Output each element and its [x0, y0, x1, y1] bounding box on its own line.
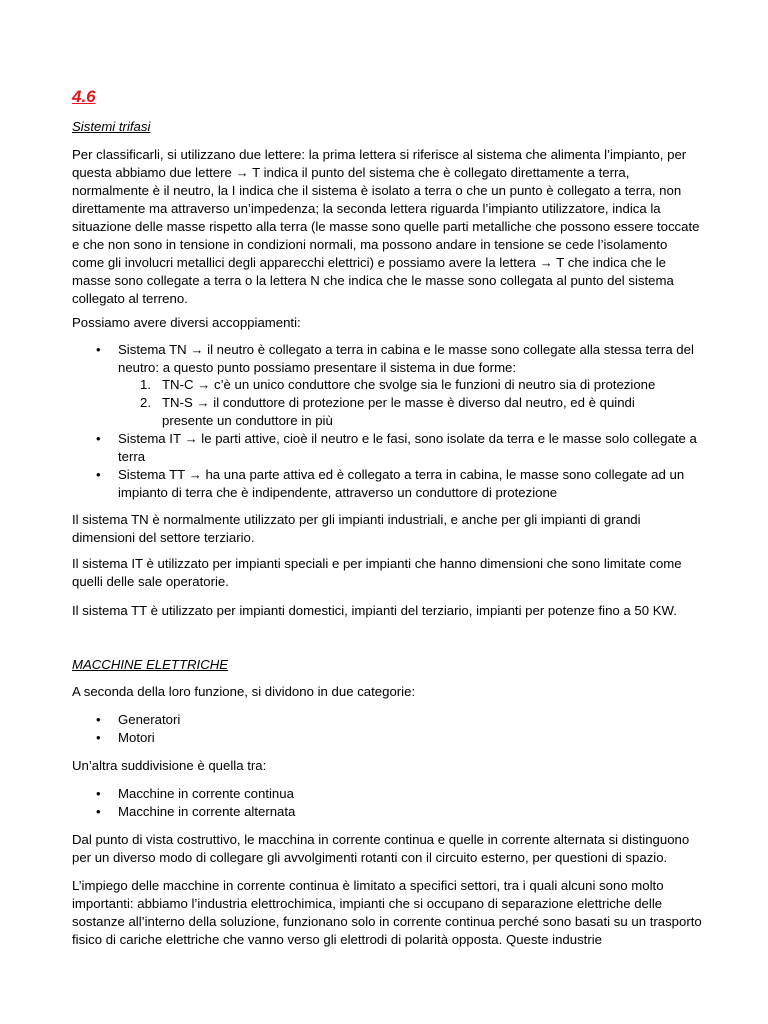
bullet-text: Generatori: [118, 712, 181, 727]
section-subtitle: MACCHINE ELETTRICHE: [72, 657, 229, 672]
section-subtitle: Sistemi trifasi: [72, 119, 151, 134]
bullet-icon: •: [96, 786, 101, 801]
paragraph: A seconda della loro funzione, si dividono in due categorie:: [72, 684, 416, 699]
bullet-text: Macchine in corrente alternata: [118, 804, 296, 819]
list-number: 2.: [140, 395, 151, 410]
paragraph: Il sistema IT è utilizzato per impianti speciali e per impianti che hanno dimensioni che sono limitate come quelli delle sale operatorie.: [72, 556, 682, 589]
bullet-icon: •: [96, 804, 101, 819]
couplings-intro: Possiamo avere diversi accoppiamenti:: [72, 315, 301, 330]
bullet-icon: •: [96, 712, 101, 727]
paragraph: Il sistema TN è normalmente utilizzato per gli impianti industriali, e anche per gli impianti di grandi dimensioni del settore terziario.: [72, 512, 641, 545]
list-text: TN-S → il conduttore di protezione per le masse è diverso dal neutro, ed è quindi presente un conduttore in più: [162, 395, 635, 428]
bullet-icon: •: [96, 431, 101, 446]
paragraph: Un’altra suddivisione è quella tra:: [72, 758, 267, 773]
paragraph: Il sistema TT è utilizzato per impianti domestici, impianti del terziario, impianti per potenze fino a 50 KW.: [72, 603, 677, 618]
bullet-icon: •: [96, 730, 101, 745]
bullet-text: Macchine in corrente continua: [118, 786, 294, 801]
intro-paragraph: Per classificarli, si utilizzano due lettere: la prima lettera si riferisce al sistema che alimenta l’impianto, per questa abbiamo due lettere → T indica il punto del sistema che è collegato direttamente a terra, normalmente è il neutro, la I indica che il sistema è isolato a terra o che un punto è collegato a terra, non direttamente ma attraverso un’impedenza; la seconda lettera riguarda l’impianto utilizzatore, indica la situazione delle masse rispetto alla terra (le masse sono quelle parti metalliche che possono essere toccate e che non sono in tensione in condizioni normali, ma possono andare in tensione se cede l’isolamento come gli involucri metallici degli apparecchi elettrici) e possiamo avere la lettera → T che indica che le masse sono collegate a terra o la lettera N che indica che le masse sono collegata al punto del sistema collegato al terreno.: [72, 147, 700, 306]
list-text: TN-C → c’è un unico conduttore che svolge sia le funzioni di neutro sia di protezione: [162, 377, 656, 392]
bullet-icon: •: [96, 342, 101, 357]
bullet-text: Sistema TN → il neutro è collegato a terra in cabina e le masse sono collegate alla stessa terra del neutro: a questo punto possiamo presentare il sistema in due forme:: [118, 342, 694, 375]
bullet-text: Sistema IT → le parti attive, cioè il neutro e le fasi, sono isolate da terra e le masse solo collegate a terra: [118, 431, 697, 464]
bullet-text: Motori: [118, 730, 155, 745]
bullet-icon: •: [96, 467, 101, 482]
paragraph: Dal punto di vista costruttivo, le macchina in corrente continua e quelle in corrente alternata si distinguono per un diverso modo di collegare gli avvolgimenti rotanti con il circuito esterno, per questioni di spazio.: [72, 832, 690, 865]
list-number: 1.: [140, 377, 151, 392]
section-number-heading: 4.6: [72, 87, 96, 106]
paragraph: L’impiego delle macchine in corrente continua è limitato a specifici settori, tra i quali alcuni sono molto importanti: abbiamo l’industria elettrochimica, impianti che si occupano di separazione elettriche delle sostanze all’interno della soluzione, funzionano solo in corrente continua perché sono basati su un trasporto fisico di cariche elettriche che vanno verso gli elettrodi di polarità opposta. Queste industrie: [72, 878, 702, 947]
bullet-text: Sistema TT → ha una parte attiva ed è collegato a terra in cabina, le masse sono collegate ad un impianto di terra che è indipendente, attraverso un conduttore di protezione: [118, 467, 685, 500]
